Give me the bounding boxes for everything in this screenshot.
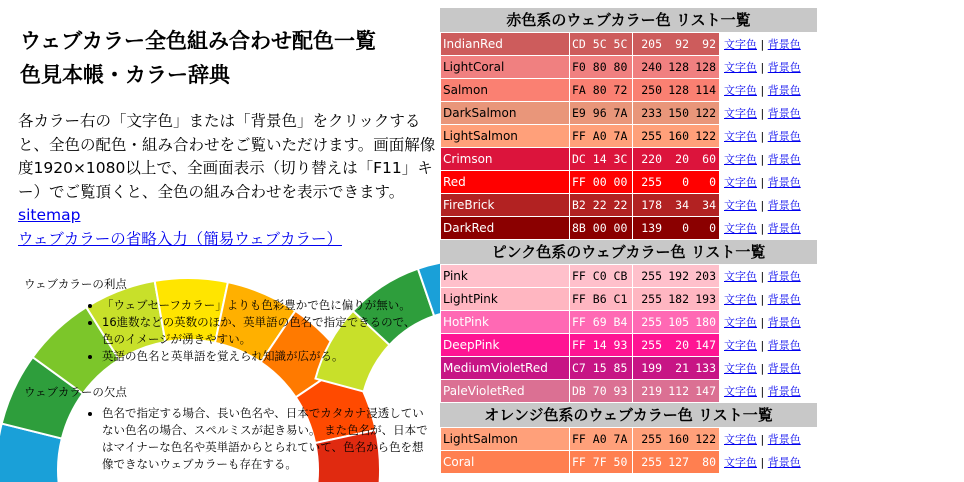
color-rgb xyxy=(633,148,720,171)
color-row xyxy=(441,79,804,102)
rgb-r: 255 xyxy=(641,129,662,143)
text-color-link[interactable]: 文字色 xyxy=(724,130,757,143)
color-hex: FF B6 C1 xyxy=(570,288,633,311)
cons-item: • 色名で指定する場合、長い色名や、日本でカタカナ浸透していない色名の場合、スペルミスが起き易い。 また色名が、日本ではマイナーな色名や英単語からとられていて、色名から色を想像できないウェブカラーも存在する。 xyxy=(102,405,434,473)
link-separator: | xyxy=(760,222,765,235)
bg-color-link[interactable]: 背景色 xyxy=(767,339,801,352)
text-color-link[interactable]: 文字色 xyxy=(724,107,757,120)
color-hex: FF A0 7A xyxy=(570,428,633,451)
rgb-r: 240 xyxy=(641,60,662,74)
bg-color-link[interactable]: 背景色 xyxy=(767,362,801,375)
color-hex: FF A0 7A xyxy=(570,125,633,148)
pros-item: • 16進数などの英数のほか、英単語の色名で指定できるので、色のイメージが湧きやすい。 xyxy=(102,314,418,348)
color-rgb xyxy=(633,334,720,357)
rgb-g: 182 xyxy=(668,292,689,306)
link-separator: | xyxy=(760,61,765,74)
page-title xyxy=(20,24,440,92)
color-name: MediumVioletRed xyxy=(441,357,570,380)
link-separator: | xyxy=(760,176,765,189)
color-name: Coral xyxy=(441,451,570,474)
color-row xyxy=(441,334,804,357)
color-links xyxy=(720,79,804,102)
rgb-r: 250 xyxy=(641,83,662,97)
rgb-b: 92 xyxy=(702,37,716,51)
color-links xyxy=(720,102,804,125)
rgb-r: 255 xyxy=(641,338,662,352)
color-row xyxy=(441,265,804,288)
bg-color-link[interactable]: 背景色 xyxy=(767,176,801,189)
text-color-link[interactable]: 文字色 xyxy=(724,316,757,329)
left-column xyxy=(0,0,440,482)
rgb-b: 147 xyxy=(695,384,716,398)
rgb-b: 203 xyxy=(695,269,716,283)
color-rgb xyxy=(633,171,720,194)
color-name: HotPink xyxy=(441,311,570,334)
color-name: Salmon xyxy=(441,79,570,102)
page-title-line2: 色見本帳・カラー辞典 xyxy=(20,63,230,87)
color-rgb xyxy=(633,217,720,240)
rgb-b: 114 xyxy=(695,83,716,97)
text-color-link[interactable]: 文字色 xyxy=(724,61,757,74)
cons-list xyxy=(24,405,434,473)
color-row xyxy=(441,311,804,334)
rgb-r: 255 xyxy=(641,455,662,469)
rgb-b: 122 xyxy=(695,129,716,143)
color-hex: 8B 00 00 xyxy=(570,217,633,240)
color-hex: DB 70 93 xyxy=(570,380,633,403)
color-hex: FA 80 72 xyxy=(570,79,633,102)
color-links xyxy=(720,334,804,357)
text-color-link[interactable]: 文字色 xyxy=(724,433,757,446)
color-rgb xyxy=(633,56,720,79)
bg-color-link[interactable]: 背景色 xyxy=(767,316,801,329)
color-links xyxy=(720,56,804,79)
text-color-link[interactable]: 文字色 xyxy=(724,293,757,306)
link-separator: | xyxy=(760,84,765,97)
rgb-g: 127 xyxy=(668,455,689,469)
color-links xyxy=(720,265,804,288)
text-color-link[interactable]: 文字色 xyxy=(724,199,757,212)
color-links xyxy=(720,33,804,56)
rgb-r: 255 xyxy=(641,432,662,446)
text-color-link[interactable]: 文字色 xyxy=(724,362,757,375)
section-title: ピンク色系のウェブカラー色 リスト一覧 xyxy=(440,240,817,264)
color-name: Pink xyxy=(441,265,570,288)
link-separator: | xyxy=(760,199,765,212)
color-hex: CD 5C 5C xyxy=(570,33,633,56)
rgb-g: 112 xyxy=(668,384,689,398)
rgb-r: 199 xyxy=(641,361,662,375)
rgb-b: 128 xyxy=(695,60,716,74)
color-rgb xyxy=(633,265,720,288)
color-name: LightSalmon xyxy=(441,125,570,148)
color-rgb xyxy=(633,125,720,148)
color-row xyxy=(441,451,804,474)
rgb-g: 150 xyxy=(668,106,689,120)
rgb-r: 255 xyxy=(641,269,662,283)
bg-color-link[interactable]: 背景色 xyxy=(767,130,801,143)
color-rgb xyxy=(633,288,720,311)
color-links xyxy=(720,125,804,148)
rgb-g: 0 xyxy=(682,175,689,189)
link-separator: | xyxy=(760,153,765,166)
text-color-link[interactable]: 文字色 xyxy=(724,385,757,398)
link-separator: | xyxy=(760,38,765,51)
rgb-g: 34 xyxy=(675,198,689,212)
link-separator: | xyxy=(760,385,765,398)
text-color-link[interactable]: 文字色 xyxy=(724,270,757,283)
color-name: Red xyxy=(441,171,570,194)
bg-color-link[interactable]: 背景色 xyxy=(767,222,801,235)
rgb-r: 219 xyxy=(641,384,662,398)
text-color-link[interactable]: 文字色 xyxy=(724,222,757,235)
color-rgb xyxy=(633,79,720,102)
rgb-r: 205 xyxy=(641,37,662,51)
rgb-b: 147 xyxy=(695,338,716,352)
color-row xyxy=(441,33,804,56)
color-name: LightCoral xyxy=(441,56,570,79)
color-name: DarkSalmon xyxy=(441,102,570,125)
rgb-g: 92 xyxy=(675,37,689,51)
text-color-link[interactable]: 文字色 xyxy=(724,456,757,469)
color-row xyxy=(441,56,804,79)
rgb-g: 105 xyxy=(668,315,689,329)
bg-color-link[interactable]: 背景色 xyxy=(767,38,801,51)
rgb-b: 60 xyxy=(702,152,716,166)
color-links xyxy=(720,217,804,240)
rgb-g: 21 xyxy=(675,361,689,375)
text-color-link[interactable]: 文字色 xyxy=(724,176,757,189)
link-separator: | xyxy=(760,107,765,120)
color-name: DeepPink xyxy=(441,334,570,357)
rgb-g: 0 xyxy=(682,221,689,235)
rgb-b: 0 xyxy=(709,175,716,189)
link-separator: | xyxy=(760,316,765,329)
rgb-b: 0 xyxy=(709,221,716,235)
rgb-g: 20 xyxy=(675,152,689,166)
color-hex: F0 80 80 xyxy=(570,56,633,79)
pros-section xyxy=(24,276,418,365)
color-row xyxy=(441,102,804,125)
bg-color-link[interactable]: 背景色 xyxy=(767,433,801,446)
cons-title: ウェブカラーの欠点 xyxy=(24,385,127,399)
section-title: オレンジ色系のウェブカラー色 リスト一覧 xyxy=(440,403,817,427)
color-links xyxy=(720,171,804,194)
color-rgb xyxy=(633,33,720,56)
color-table xyxy=(440,32,804,240)
color-row xyxy=(441,125,804,148)
link-separator: | xyxy=(760,270,765,283)
color-rgb xyxy=(633,194,720,217)
rgb-b: 80 xyxy=(702,455,716,469)
color-links xyxy=(720,380,804,403)
color-rgb xyxy=(633,311,720,334)
color-rgb xyxy=(633,380,720,403)
color-links xyxy=(720,194,804,217)
rgb-r: 220 xyxy=(641,152,662,166)
color-row xyxy=(441,217,804,240)
color-hex: FF 14 93 xyxy=(570,334,633,357)
link-separator: | xyxy=(760,339,765,352)
rgb-g: 20 xyxy=(675,338,689,352)
link-separator: | xyxy=(760,362,765,375)
bg-color-link[interactable]: 背景色 xyxy=(767,153,801,166)
color-table xyxy=(440,427,804,474)
shorthand-link[interactable]: ウェブカラーの省略入力（簡易ウェブカラー） xyxy=(18,229,342,248)
cons-section xyxy=(24,384,434,473)
rgb-b: 34 xyxy=(702,198,716,212)
color-name: DarkRed xyxy=(441,217,570,240)
rgb-b: 122 xyxy=(695,106,716,120)
rgb-r: 139 xyxy=(641,221,662,235)
color-hex: FF 00 00 xyxy=(570,171,633,194)
color-row xyxy=(441,171,804,194)
text-color-link[interactable]: 文字色 xyxy=(724,38,757,51)
link-separator: | xyxy=(760,130,765,143)
color-links xyxy=(720,311,804,334)
intro-text xyxy=(18,110,438,251)
rgb-r: 255 xyxy=(641,292,662,306)
pros-title: ウェブカラーの利点 xyxy=(24,277,127,291)
rgb-g: 160 xyxy=(668,432,689,446)
link-separator: | xyxy=(760,456,765,469)
rgb-r: 233 xyxy=(641,106,662,120)
rgb-g: 128 xyxy=(668,60,689,74)
text-color-link[interactable]: 文字色 xyxy=(724,153,757,166)
color-row xyxy=(441,357,804,380)
color-links xyxy=(720,428,804,451)
color-table xyxy=(440,264,804,403)
color-hex: FF 69 B4 xyxy=(570,311,633,334)
rgb-b: 180 xyxy=(695,315,716,329)
rgb-b: 193 xyxy=(695,292,716,306)
rgb-r: 255 xyxy=(641,175,662,189)
color-name: Crimson xyxy=(441,148,570,171)
page-title-line1: ウェブカラー全色組み合わせ配色一覧 xyxy=(20,29,376,53)
bg-color-link[interactable]: 背景色 xyxy=(767,456,801,469)
color-name: LightPink xyxy=(441,288,570,311)
color-hex: FF C0 CB xyxy=(570,265,633,288)
text-color-link[interactable]: 文字色 xyxy=(724,339,757,352)
bg-color-link[interactable]: 背景色 xyxy=(767,84,801,97)
pros-item: • 「ウェブセーフカラー」よりも色彩豊かで色に偏りが無い。 xyxy=(102,297,418,314)
rgb-g: 192 xyxy=(668,269,689,283)
color-row xyxy=(441,380,804,403)
text-color-link[interactable]: 文字色 xyxy=(724,84,757,97)
bg-color-link[interactable]: 背景色 xyxy=(767,293,801,306)
rgb-g: 128 xyxy=(668,83,689,97)
color-links xyxy=(720,288,804,311)
bg-color-link[interactable]: 背景色 xyxy=(767,107,801,120)
intro-paragraph: 各カラー右の「文字色」または「背景色」をクリックすると、全色の配色・組み合わせをご覧いただけます。画面解像度1920×1080以上で、全画面表示（切り替えは「F11」キー）でご覧頂くと、全色の組み合わせを表示できます。 xyxy=(18,112,436,201)
color-row xyxy=(441,428,804,451)
color-hex: B2 22 22 xyxy=(570,194,633,217)
color-name: FireBrick xyxy=(441,194,570,217)
color-rgb xyxy=(633,102,720,125)
color-links xyxy=(720,148,804,171)
color-links xyxy=(720,451,804,474)
color-rgb xyxy=(633,357,720,380)
rgb-b: 122 xyxy=(695,432,716,446)
rgb-b: 133 xyxy=(695,361,716,375)
link-separator: | xyxy=(760,433,765,446)
pros-list xyxy=(24,297,418,365)
bg-color-link[interactable]: 背景色 xyxy=(767,199,801,212)
color-name: PaleVioletRed xyxy=(441,380,570,403)
color-row xyxy=(441,148,804,171)
color-row xyxy=(441,288,804,311)
color-hex: DC 14 3C xyxy=(570,148,633,171)
color-hex: FF 7F 50 xyxy=(570,451,633,474)
sitemap-link[interactable]: sitemap xyxy=(18,206,81,224)
rgb-r: 178 xyxy=(641,198,662,212)
bg-color-link[interactable]: 背景色 xyxy=(767,270,801,283)
bg-color-link[interactable]: 背景色 xyxy=(767,385,801,398)
section-title: 赤色系のウェブカラー色 リスト一覧 xyxy=(440,8,817,32)
link-separator: | xyxy=(760,293,765,306)
color-row xyxy=(441,194,804,217)
color-name: IndianRed xyxy=(441,33,570,56)
bg-color-link[interactable]: 背景色 xyxy=(767,61,801,74)
rgb-r: 255 xyxy=(641,315,662,329)
pros-item: • 英語の色名と英単語を覚えられ知識が広がる。 xyxy=(102,348,418,365)
color-name: LightSalmon xyxy=(441,428,570,451)
rgb-g: 160 xyxy=(668,129,689,143)
color-hex: E9 96 7A xyxy=(570,102,633,125)
color-rgb xyxy=(633,451,720,474)
color-list-panel xyxy=(440,8,820,474)
color-hex: C7 15 85 xyxy=(570,357,633,380)
color-rgb xyxy=(633,428,720,451)
color-links xyxy=(720,357,804,380)
